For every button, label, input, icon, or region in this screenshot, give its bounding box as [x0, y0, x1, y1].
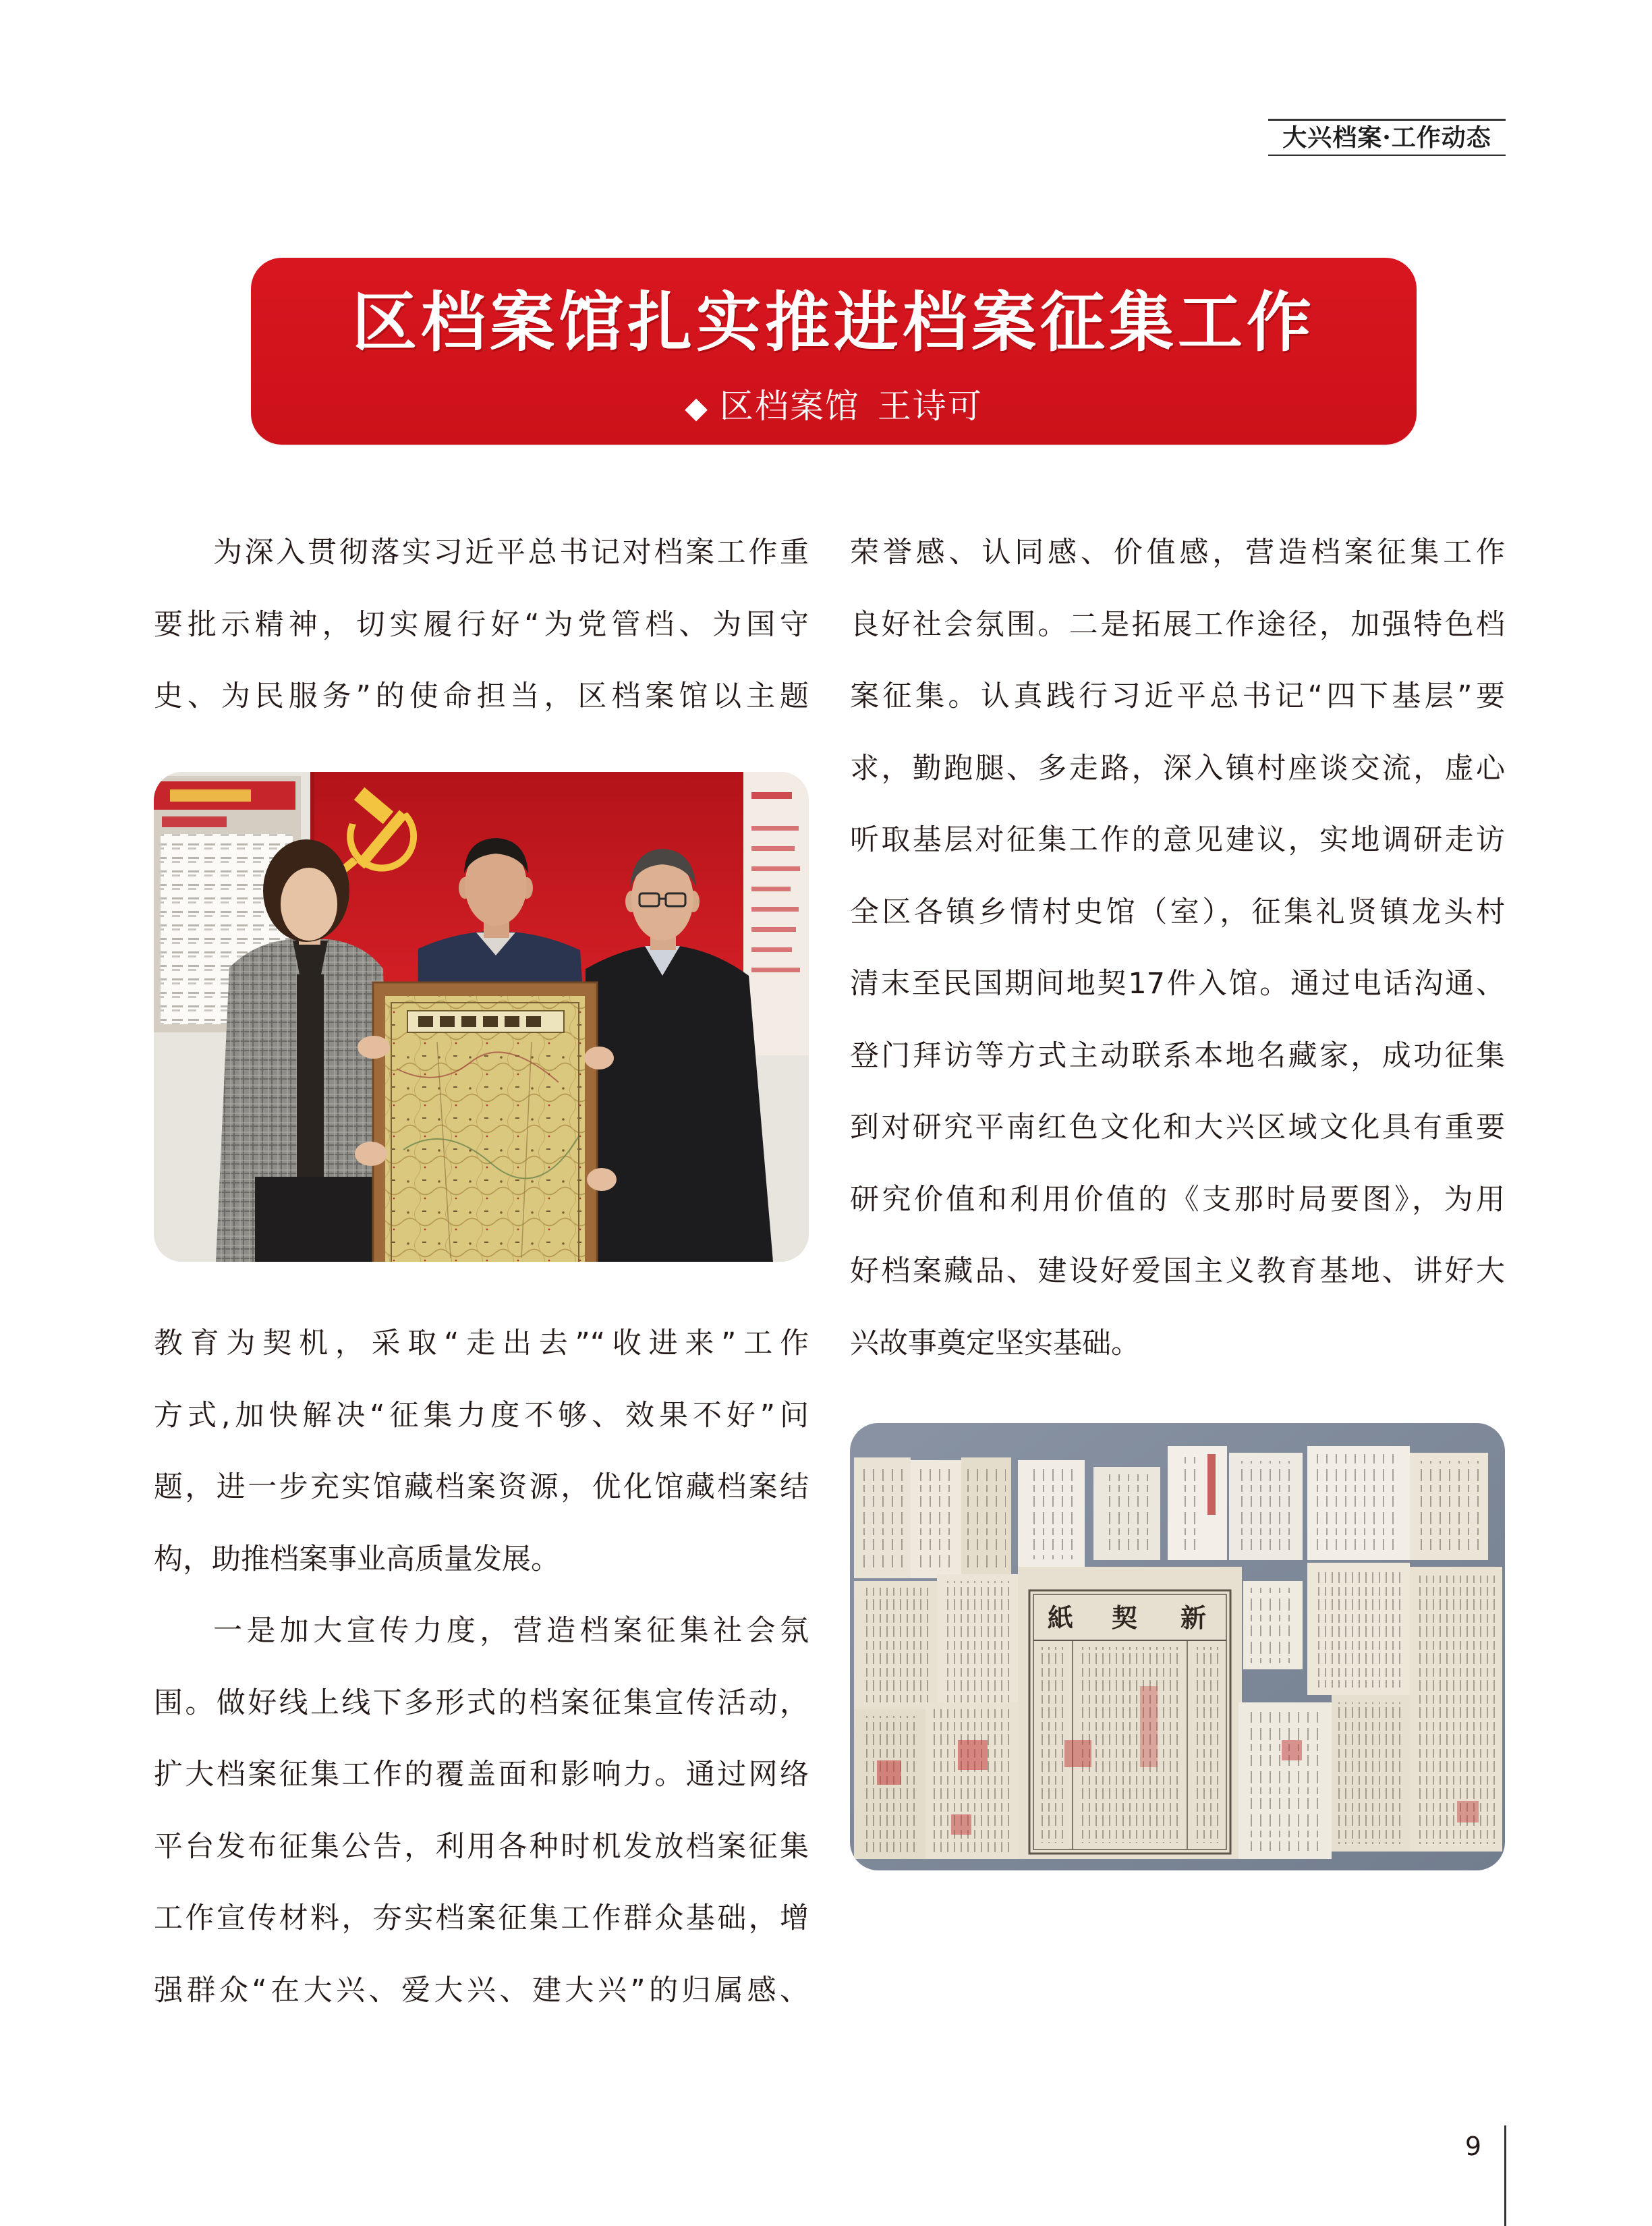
paragraph-line: 平台发布征集公告，利用各种时机发放档案征集	[154, 1829, 809, 1864]
photo-map-handover-illustration	[154, 772, 809, 1262]
paragraph-line: 登门拜访等方式主动联系本地名藏家，成功征集	[850, 1038, 1505, 1073]
running-head: 大兴档案·工作动态	[1268, 119, 1506, 156]
document-cluster-left	[854, 1574, 1018, 1859]
paragraph-line: 题，进一步充实馆藏档案资源，优化馆藏档案结	[154, 1470, 809, 1504]
paragraph-line: 良好社会氛围。二是拓展工作途径，加强特色档	[850, 607, 1505, 642]
deed-title-char: 紙	[1047, 1603, 1074, 1633]
paragraph-line: 案征集。认真践行习近平总书记“四下基层”要	[850, 679, 1505, 713]
paragraph-line: 清末至民国期间地契17件入馆。通过电话沟通、	[850, 967, 1505, 1001]
document-cluster-top	[854, 1446, 1488, 1578]
left-column-bottom	[154, 1308, 809, 2026]
right-column	[850, 517, 1505, 1379]
paragraph-line: 为深入贯彻落实习近平总书记对档案工作重	[213, 536, 809, 569]
red-seal-icon	[877, 1760, 901, 1785]
paragraph-line: 强群众“在大兴、爱大兴、建大兴”的归属感、	[154, 1973, 809, 2007]
paragraph-line: 围。做好线上线下多形式的档案征集宣传活动，	[154, 1686, 809, 1720]
red-seal-icon	[1457, 1801, 1479, 1822]
paragraph-line: 一是加大宣传力度，营造档案征集社会氛	[213, 1614, 809, 1648]
red-seal-icon	[1064, 1740, 1091, 1767]
paragraph-line: 史、为民服务”的使命担当，区档案馆以主题	[154, 679, 809, 713]
deed-title-char: 新	[1180, 1603, 1207, 1633]
photo-land-deeds-illustration	[850, 1423, 1505, 1870]
article-title: 区档案馆扎实推进档案征集工作	[352, 284, 1315, 360]
author-unit: 区档案馆	[719, 387, 860, 426]
paragraph-line: 教育为契机，采取“走出去”“收进来”工作	[154, 1327, 809, 1360]
left-column-top	[154, 517, 809, 733]
byline	[251, 386, 1417, 426]
paragraph-line: 全区各镇乡情村史馆（室），征集礼贤镇龙头村	[850, 895, 1505, 929]
paragraph-line: 好档案藏品、建设好爱国主义教育基地、讲好大	[850, 1254, 1505, 1288]
author-name: 王诗可	[877, 387, 983, 426]
paragraph-line: 扩大档案征集工作的覆盖面和影响力。通过网络	[154, 1758, 809, 1791]
new-deed-document	[1018, 1567, 1242, 1859]
paragraph-line: 荣誉感、认同感、价值感，营造档案征集工作	[850, 536, 1505, 569]
deed-title-char: 契	[1111, 1603, 1138, 1633]
paragraph-line: 兴故事奠定坚实基础。	[850, 1326, 1140, 1360]
framed-map	[373, 982, 597, 1262]
photo-map-handover	[154, 772, 809, 1262]
paragraph-line: 方式,加快解决“征集力度不够、效果不好”问	[154, 1398, 809, 1432]
red-seal-icon	[958, 1740, 988, 1770]
paragraph-line: 到对研究平南红色文化和大兴区域文化具有重要	[850, 1111, 1505, 1144]
page-number-rule	[1504, 2125, 1506, 2226]
title-banner	[251, 258, 1417, 445]
document-cluster-right	[1238, 1563, 1502, 1859]
paragraph-line: 构，助推档案事业高质量发展。	[154, 1542, 560, 1576]
paragraph-line: 要批示精神，切实履行好“为党管档、为国守	[154, 607, 809, 642]
page-number: 9	[1464, 2132, 1482, 2161]
side-panel	[743, 772, 809, 1055]
paragraph-line: 听取基层对征集工作的意见建议，实地调研走访	[850, 823, 1505, 857]
photo-land-deeds	[850, 1423, 1505, 1870]
red-seal-icon	[951, 1814, 971, 1835]
red-seal-icon	[1282, 1740, 1302, 1760]
diamond-bullet-icon: ◆	[685, 391, 709, 425]
paragraph-line: 研究价值和利用价值的《支那时局要图》，为用	[850, 1182, 1505, 1217]
paragraph-line: 工作宣传材料，夯实档案征集工作群众基础，增	[154, 1901, 809, 1935]
paragraph-line: 求，勤跑腿、多走路，深入镇村座谈交流，虚心	[850, 751, 1505, 785]
